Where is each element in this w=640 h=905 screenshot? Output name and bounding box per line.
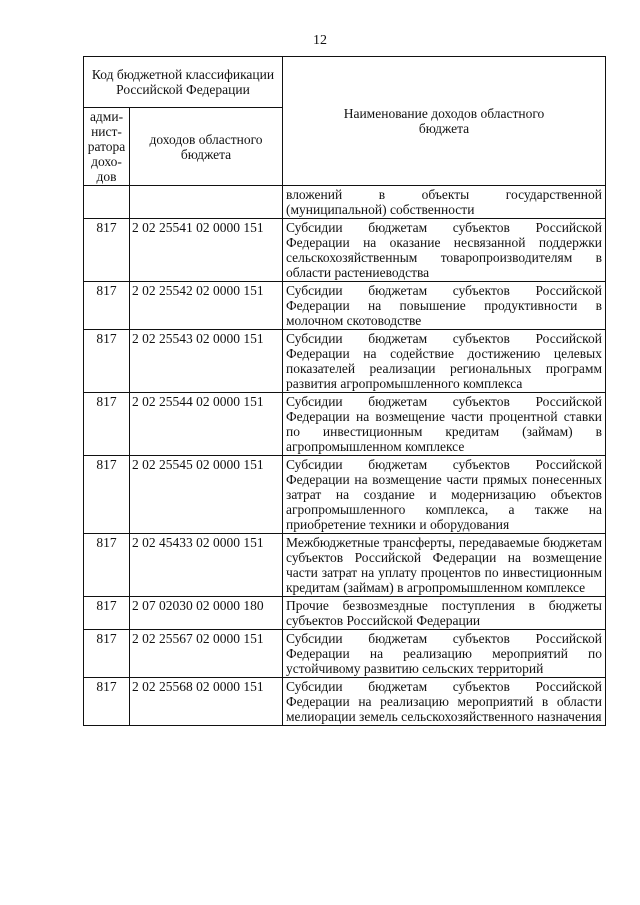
table-row — [84, 456, 606, 534]
name-cell: Субсидии бюджетам субъектов Российской Федерации на реализацию мероприятий по устойчивому развитию сельских территорий — [283, 630, 606, 678]
code-cell: 2 02 25545 02 0000 151 — [130, 456, 283, 534]
admin-cell: 817 — [84, 393, 130, 456]
name-cell: Межбюджетные трансферты, передаваемые бюджетам субъектов Российской Федерации на возмещение части затрат на уплату процентов по инвестиционным кредитам (займам) в агропромышленном комплексе — [283, 534, 606, 597]
page-number: 12 — [313, 33, 327, 48]
admin-cell: 817 — [84, 330, 130, 393]
income-column-header: доходов областного бюджета — [130, 108, 283, 186]
table-row — [84, 282, 606, 330]
code-cell: 2 02 25568 02 0000 151 — [130, 678, 283, 726]
admin-cell — [84, 186, 130, 219]
name-cell: вложений в объекты государственной (муниципальной) собственности — [283, 186, 606, 219]
code-cell: 2 02 25567 02 0000 151 — [130, 630, 283, 678]
name-cell: Субсидии бюджетам субъектов Российской Федерации на возмещение части процентной ставки по инвестиционным кредитам (займам) в агропромышленном комплексе — [283, 393, 606, 456]
code-cell: 2 02 45433 02 0000 151 — [130, 534, 283, 597]
name-cell: Субсидии бюджетам субъектов Российской Федерации на повышение продуктивности в молочном скотоводстве — [283, 282, 606, 330]
code-cell: 2 02 25541 02 0000 151 — [130, 219, 283, 282]
table-row — [84, 393, 606, 456]
name-cell: Субсидии бюджетам субъектов Российской Федерации на оказание несвязанной поддержки сельскохозяйственным товаропроизводителям в области растениеводства — [283, 219, 606, 282]
admin-column-header: адми-нист-ратора дохо-дов — [84, 108, 130, 186]
budget-classification-table — [83, 56, 606, 726]
admin-cell: 817 — [84, 456, 130, 534]
name-column-header: Наименование доходов областного бюджета — [283, 57, 606, 186]
code-cell — [130, 186, 283, 219]
admin-cell: 817 — [84, 630, 130, 678]
code-cell: 2 02 25542 02 0000 151 — [130, 282, 283, 330]
code-cell: 2 07 02030 02 0000 180 — [130, 597, 283, 630]
admin-cell: 817 — [84, 534, 130, 597]
table-row — [84, 534, 606, 597]
name-cell: Субсидии бюджетам субъектов Российской Федерации на реализацию мероприятий в области мелиорации земель сельскохозяйственного назначения — [283, 678, 606, 726]
name-cell: Прочие безвозмездные поступления в бюджеты субъектов Российской Федерации — [283, 597, 606, 630]
table-header-row-1 — [84, 57, 606, 108]
code-cell: 2 02 25544 02 0000 151 — [130, 393, 283, 456]
table-row — [84, 678, 606, 726]
name-cell: Субсидии бюджетам субъектов Российской Федерации на возмещение части прямых понесенных затрат на создание и модернизацию объектов агропромышленного комплекса, а также на приобретение техники и оборудования — [283, 456, 606, 534]
continuation-row — [84, 186, 606, 219]
table-row — [84, 630, 606, 678]
admin-cell: 817 — [84, 597, 130, 630]
admin-cell: 817 — [84, 219, 130, 282]
code-cell: 2 02 25543 02 0000 151 — [130, 330, 283, 393]
code-group-header: Код бюджетной классификации Российской Федерации — [84, 57, 283, 108]
name-cell: Субсидии бюджетам субъектов Российской Федерации на содействие достижению целевых показателей реализации региональных программ развития агропромышленного комплекса — [283, 330, 606, 393]
admin-cell: 817 — [84, 678, 130, 726]
table-row — [84, 597, 606, 630]
admin-cell: 817 — [84, 282, 130, 330]
table-row — [84, 219, 606, 282]
table-row — [84, 330, 606, 393]
